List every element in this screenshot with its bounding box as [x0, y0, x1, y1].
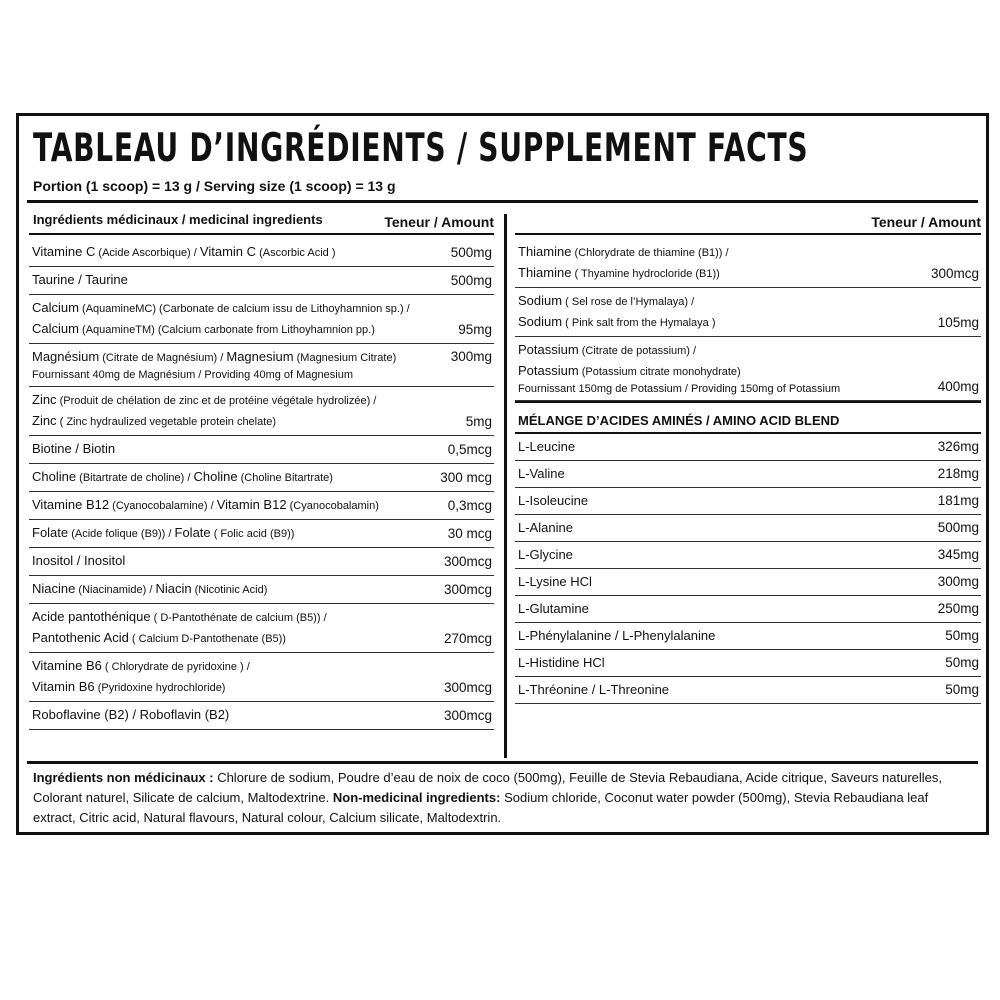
ingredient-c: Magnesium	[226, 349, 294, 364]
ingredient-c: Vitamin B6	[32, 679, 95, 694]
ingredient-a: Roboflavine (B2) / Roboflavin (B2)	[32, 707, 230, 722]
amino-acid-amount: 50mg	[945, 682, 979, 697]
ingredient-b: (Chlorydrate de thiamine (B1)) /	[571, 247, 729, 259]
ingredient-note: Fournissant 40mg de Magnésium / Providing 40mg of Magnesium	[32, 369, 353, 381]
ingredient-d: ( Zinc hydraulized vegetable protein chelate)	[56, 416, 277, 428]
ingredient-d: ( Folic acid (B9))	[210, 528, 295, 540]
table-row	[515, 515, 981, 542]
amino-acid-amount: 345mg	[937, 547, 979, 562]
ingredient-c: Calcium	[32, 321, 79, 336]
table-row	[515, 623, 981, 650]
ingredient-name	[32, 439, 442, 460]
ingredient-amount: 95mg	[458, 322, 492, 337]
fr-text: Chlorure de sodium, Poudre d’eau de noix de coco (500mg), Feuille de Stevia Rebaudiana, Acide citrique, Saveurs naturelles, Colorant naturel, Silicate de calcium, Maltodextrine.	[33, 770, 943, 805]
ingredient-c: Thiamine	[518, 265, 572, 280]
table-row	[515, 650, 981, 677]
ingredient-name	[32, 242, 445, 263]
table-row	[515, 596, 981, 623]
table-row	[29, 548, 494, 576]
table-row	[515, 288, 981, 337]
table-row	[515, 337, 981, 401]
ingredient-a: Acide pantothénique	[32, 609, 151, 624]
ingredient-d: (Ascorbic Acid )	[256, 247, 336, 259]
table-row	[515, 569, 981, 596]
ingredient-amount: 300mcg	[443, 554, 492, 569]
ingredient-c: Choline	[193, 469, 238, 484]
left-header-divider	[29, 233, 494, 235]
ingredient-name	[518, 340, 932, 397]
en-text: Sodium chloride, Coconut water powder (500mg), Stevia Rebaudiana leaf extract, Citric acid, Natural flavours, Natural colour, Calcium silicate, Maltodextrin.	[33, 790, 929, 825]
amino-acid-name: L-Lysine HCl	[518, 574, 592, 589]
ingredient-a: Vitamine C	[32, 244, 96, 259]
ingredient-name	[32, 607, 438, 649]
table-row	[29, 604, 494, 653]
supplement-facts-panel	[16, 113, 989, 835]
footer-divider	[27, 761, 978, 764]
left-header-label: Ingrédients médicinaux / medicinal ingredients	[33, 212, 323, 227]
amino-acid-amount: 250mg	[937, 601, 979, 616]
right-ingredient-list	[515, 239, 981, 401]
ingredient-c: Pantothenic Acid	[32, 630, 129, 645]
ingredient-amount: 0,3mcg	[447, 498, 492, 513]
fr-label: Ingrédients non médicinaux :	[33, 770, 214, 785]
ingredient-name	[32, 579, 438, 600]
serving-size: Portion (1 scoop) = 13 g / Serving size (1 scoop) = 13 g	[33, 178, 396, 194]
amino-acid-amount: 300mg	[937, 574, 979, 589]
ingredient-b: (Niacinamide) /	[75, 584, 156, 596]
left-header-amount: Teneur / Amount	[384, 214, 494, 230]
ingredient-name	[518, 291, 932, 333]
table-row	[29, 267, 494, 295]
amino-acid-amount: 326mg	[937, 439, 979, 454]
ingredient-b: ( D-Pantothénate de calcium (B5)) /	[150, 612, 327, 624]
amino-acid-name: L-Histidine HCl	[518, 655, 605, 670]
ingredient-a: Magnésium	[32, 349, 100, 364]
amino-acid-amount: 50mg	[945, 655, 979, 670]
table-row	[29, 520, 494, 548]
right-header-divider	[515, 233, 981, 235]
right-header	[515, 206, 981, 233]
ingredient-b: (Bitartrate de choline) /	[76, 472, 194, 484]
table-row	[29, 239, 494, 267]
table-row	[515, 542, 981, 569]
page-title: TABLEAU D’INGRÉDIENTS / SUPPLEMENT FACTS	[33, 126, 809, 171]
ingredient-name	[32, 523, 442, 544]
ingredient-amount: 500mg	[450, 273, 492, 288]
table-row	[29, 653, 494, 702]
ingredient-a: Vitamine B6	[32, 658, 102, 673]
ingredient-d: (Magnesium Citrate)	[293, 352, 397, 364]
ingredient-d: (Nicotinic Acid)	[191, 584, 268, 596]
amino-blend-list	[515, 434, 981, 704]
ingredient-d: (Choline Bitartrate)	[237, 472, 333, 484]
right-header-amount: Teneur / Amount	[871, 214, 981, 230]
column-divider	[504, 214, 507, 758]
ingredient-d: (Potassium citrate monohydrate)	[578, 366, 741, 378]
ingredient-a: Niacine	[32, 581, 76, 596]
ingredient-name	[32, 467, 434, 488]
amino-acid-name: L-Thréonine / L-Threonine	[518, 682, 670, 697]
left-header	[29, 206, 494, 233]
ingredient-b: (Cyanocobalamine) /	[109, 500, 217, 512]
ingredient-a: Folate	[32, 525, 69, 540]
ingredient-a: Calcium	[32, 300, 79, 315]
amino-acid-amount: 50mg	[945, 628, 979, 643]
ingredient-c: Potassium	[518, 363, 579, 378]
ingredient-amount: 300mcg	[930, 266, 979, 281]
ingredient-b: (Acide folique (B9)) /	[68, 528, 175, 540]
ingredient-amount: 400mg	[937, 379, 979, 394]
table-row	[29, 702, 494, 730]
ingredient-amount: 30 mcg	[447, 526, 492, 541]
ingredient-c: Folate	[174, 525, 211, 540]
ingredient-b: (Produit de chélation de zinc et de protéine végétale hydrolizée) /	[56, 395, 377, 407]
amino-blend-title: MÉLANGE D’ACIDES AMINÉS / AMINO ACID BLEND	[515, 401, 981, 434]
ingredient-d: ( Thyamine hydrocloride (B1))	[571, 268, 720, 280]
ingredient-name	[32, 298, 452, 340]
amino-acid-name: L-Phénylalanine / L-Phenylalanine	[518, 628, 716, 643]
table-row	[515, 434, 981, 461]
ingredient-name	[518, 242, 925, 284]
ingredient-c: Niacin	[155, 581, 192, 596]
table-row	[29, 295, 494, 344]
amino-acid-amount: 500mg	[937, 520, 979, 535]
amino-acid-name: L-Leucine	[518, 439, 576, 454]
left-ingredient-list	[29, 239, 494, 730]
en-label: Non-medicinal ingredients:	[332, 790, 501, 805]
ingredient-amount: 5mg	[465, 414, 492, 429]
ingredient-name	[32, 551, 438, 572]
ingredient-amount: 300mcg	[443, 582, 492, 597]
ingredient-a: Inositol / Inositol	[32, 553, 126, 568]
ingredient-amount: 300mcg	[443, 680, 492, 695]
ingredient-d: (AquamineTM) (Calcium carbonate from Lithoyhamnion pp.)	[78, 324, 375, 336]
ingredient-amount: 300mcg	[443, 708, 492, 723]
ingredient-name	[32, 390, 460, 432]
ingredient-c: Vitamin C	[199, 244, 257, 259]
ingredient-b: (Citrate de potassium) /	[578, 345, 697, 357]
ingredient-name	[32, 705, 438, 726]
table-row	[29, 387, 494, 436]
amino-acid-amount: 181mg	[937, 493, 979, 508]
table-row	[515, 677, 981, 704]
ingredient-b: ( Sel rose de l’Hymalaya) /	[562, 296, 695, 308]
amino-acid-amount: 218mg	[937, 466, 979, 481]
amino-acid-name: L-Glutamine	[518, 601, 589, 616]
left-column	[29, 206, 494, 730]
ingredient-d: (Cyanocobalamin)	[286, 500, 379, 512]
ingredient-a: Choline	[32, 469, 77, 484]
ingredient-a: Taurine / Taurine	[32, 272, 128, 287]
ingredient-amount: 270mcg	[443, 631, 492, 646]
right-column	[515, 206, 981, 704]
ingredient-d: (Pyridoxine hydrochloride)	[94, 682, 226, 694]
amino-acid-name: L-Isoleucine	[518, 493, 589, 508]
table-row	[29, 436, 494, 464]
ingredient-name	[32, 495, 442, 516]
ingredient-a: Zinc	[32, 392, 57, 407]
ingredient-b: (Citrate de Magnésium) /	[99, 352, 227, 364]
table-row	[515, 461, 981, 488]
ingredient-amount: 105mg	[937, 315, 979, 330]
ingredient-c: Zinc	[32, 413, 57, 428]
ingredient-b: (AquamineMC) (Carbonate de calcium issu de Lithoyhamnion sp.) /	[78, 303, 410, 315]
ingredient-note: Fournissant 150mg de Potassium / Providing 150mg of Potassium	[518, 383, 841, 395]
ingredient-name	[32, 347, 445, 383]
table-row	[515, 239, 981, 288]
amino-acid-name: L-Alanine	[518, 520, 573, 535]
table-row	[29, 464, 494, 492]
title-divider	[27, 200, 978, 203]
non-medicinal-ingredients	[33, 768, 973, 828]
ingredient-b: (Acide Ascorbique) /	[95, 247, 200, 259]
ingredient-amount: 300 mcg	[440, 470, 492, 485]
amino-acid-name: L-Glycine	[518, 547, 573, 562]
ingredient-a: Vitamine B12	[32, 497, 110, 512]
table-row	[515, 488, 981, 515]
amino-acid-name: L-Valine	[518, 466, 565, 481]
ingredient-a: Sodium	[518, 293, 563, 308]
ingredient-d: ( Pink salt from the Hymalaya )	[562, 317, 716, 329]
ingredient-c: Sodium	[518, 314, 563, 329]
ingredient-amount: 300mg	[450, 349, 492, 364]
table-row	[29, 344, 494, 387]
ingredient-amount: 500mg	[450, 245, 492, 260]
ingredient-a: Thiamine	[518, 244, 572, 259]
ingredient-d: ( Calcium D-Pantothenate (B5))	[128, 633, 286, 645]
table-row	[29, 492, 494, 520]
ingredient-amount: 0,5mcg	[447, 442, 492, 457]
ingredient-name	[32, 656, 438, 698]
table-row	[29, 576, 494, 604]
ingredient-c: Vitamin B12	[216, 497, 287, 512]
ingredient-a: Biotine / Biotin	[32, 441, 116, 456]
ingredient-a: Potassium	[518, 342, 579, 357]
ingredient-name	[32, 270, 445, 291]
ingredient-b: ( Chlorydrate de pyridoxine ) /	[101, 661, 250, 673]
